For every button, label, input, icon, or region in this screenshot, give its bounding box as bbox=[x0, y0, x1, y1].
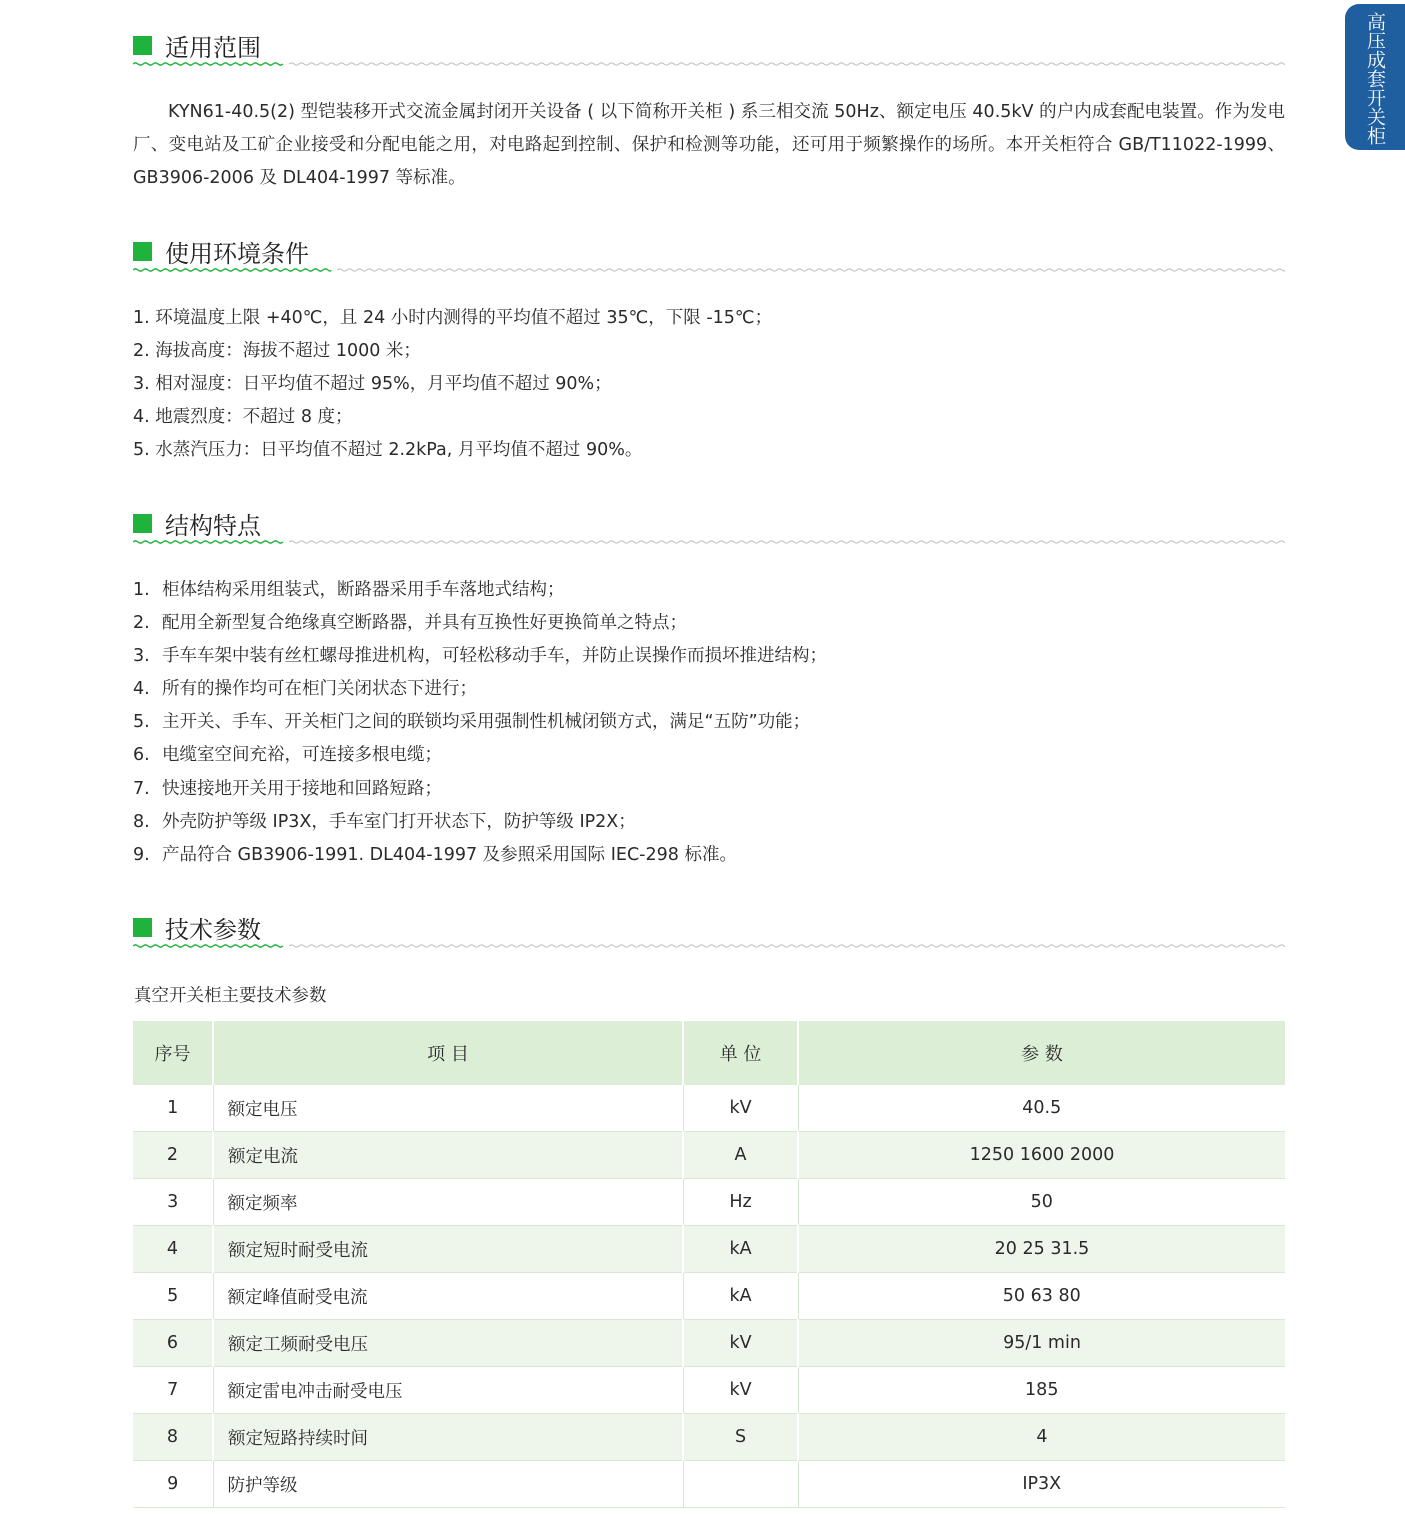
category-tab[interactable] bbox=[1345, 4, 1405, 150]
wavy-divider bbox=[133, 58, 1285, 70]
item-text: 手车车架中装有丝杠螺母推进机构，可轻松移动手车，并防止误操作而损坏推进结构； bbox=[162, 646, 827, 667]
cell-no: 6 bbox=[133, 1320, 213, 1367]
list-item bbox=[133, 706, 827, 739]
item-number: 3. bbox=[133, 646, 150, 667]
item-number: 7. bbox=[133, 778, 150, 799]
wavy-divider bbox=[133, 536, 1285, 548]
item-number: 6. bbox=[133, 745, 150, 766]
wavy-divider bbox=[133, 940, 1285, 952]
item-text: 外壳防护等级 IP3X，手车室门打开状态下，防护等级 IP2X； bbox=[162, 811, 636, 832]
cell-no: 2 bbox=[133, 1132, 213, 1179]
list-item: 3. 相对湿度：日平均值不超过 95%，月平均值不超过 90%； bbox=[133, 374, 612, 394]
list-item: 4. 地震烈度：不超过 8 度； bbox=[133, 407, 353, 427]
item-text: 快速接地开关用于接地和回路短路； bbox=[162, 778, 442, 799]
table-row bbox=[133, 1461, 1285, 1508]
item-text: 电缆室空间充裕，可连接多根电缆； bbox=[162, 745, 442, 766]
cell-item: 额定频率 bbox=[213, 1179, 683, 1226]
header-unit: 单 位 bbox=[683, 1021, 798, 1085]
square-bullet-icon bbox=[133, 918, 152, 937]
list-item bbox=[133, 739, 827, 772]
cell-value: 95/1 min bbox=[798, 1320, 1285, 1367]
cell-item: 额定工频耐受电压 bbox=[213, 1320, 683, 1367]
item-number: 2. bbox=[133, 613, 150, 634]
section-header-structure bbox=[133, 504, 1285, 546]
item-text: 配用全新型复合绝缘真空断路器，并具有互换性好更换简单之特点； bbox=[162, 613, 687, 634]
cell-item: 防护等级 bbox=[213, 1461, 683, 1508]
cell-value: 1250 1600 2000 bbox=[798, 1132, 1285, 1179]
table-row bbox=[133, 1414, 1285, 1461]
cell-value: 4 bbox=[798, 1414, 1285, 1461]
cell-unit bbox=[683, 1461, 798, 1508]
cell-unit: S bbox=[683, 1414, 798, 1461]
table-row bbox=[133, 1320, 1285, 1367]
cell-value: 40.5 bbox=[798, 1085, 1285, 1132]
cell-value: 20 25 31.5 bbox=[798, 1226, 1285, 1273]
list-item: 5. 水蒸汽压力：日平均值不超过 2.2kPa, 月平均值不超过 90%。 bbox=[133, 440, 643, 460]
cell-no: 4 bbox=[133, 1226, 213, 1273]
list-item: 2. 海拔高度：海拔不超过 1000 米； bbox=[133, 341, 421, 361]
header-no: 序号 bbox=[133, 1021, 213, 1085]
cell-unit: kA bbox=[683, 1273, 798, 1320]
item-text: 柜体结构采用组装式，断路器采用手车落地式结构； bbox=[162, 580, 565, 600]
wavy-divider bbox=[133, 264, 1285, 276]
cell-unit: kA bbox=[683, 1226, 798, 1273]
table-row bbox=[133, 1226, 1285, 1273]
section-title: 结构特点 bbox=[165, 512, 261, 540]
list-item bbox=[133, 806, 827, 839]
section-title: 适用范围 bbox=[165, 34, 261, 62]
list-item bbox=[133, 773, 827, 806]
section-title: 技术参数 bbox=[165, 916, 261, 944]
cell-value: IP3X bbox=[798, 1461, 1285, 1508]
cell-item: 额定短路持续时间 bbox=[213, 1414, 683, 1461]
list-item: 1. 环境温度上限 +40℃，且 24 小时内测得的平均值不超过 35℃，下限 -15℃； bbox=[133, 308, 773, 328]
table-row bbox=[133, 1273, 1285, 1320]
cell-item: 额定峰值耐受电流 bbox=[213, 1273, 683, 1320]
cell-no: 5 bbox=[133, 1273, 213, 1320]
table-caption: 真空开关柜主要技术参数 bbox=[134, 986, 327, 1006]
cell-item: 额定电流 bbox=[213, 1132, 683, 1179]
item-number: 4. bbox=[133, 679, 150, 700]
square-bullet-icon bbox=[133, 242, 152, 261]
cell-unit: A bbox=[683, 1132, 798, 1179]
item-number: 1. bbox=[133, 580, 150, 600]
cell-no: 7 bbox=[133, 1367, 213, 1414]
cell-value: 50 63 80 bbox=[798, 1273, 1285, 1320]
cell-unit: Hz bbox=[683, 1179, 798, 1226]
cell-item: 额定电压 bbox=[213, 1085, 683, 1132]
square-bullet-icon bbox=[133, 514, 152, 533]
cell-value: 50 bbox=[798, 1179, 1285, 1226]
item-number: 8. bbox=[133, 811, 150, 832]
structure-list bbox=[133, 574, 827, 872]
cell-unit: kV bbox=[683, 1320, 798, 1367]
table-row bbox=[133, 1132, 1285, 1179]
header-item: 项 目 bbox=[213, 1021, 683, 1085]
cell-no: 9 bbox=[133, 1461, 213, 1508]
tech-params-table bbox=[133, 1021, 1285, 1508]
cell-no: 3 bbox=[133, 1179, 213, 1226]
item-number: 9. bbox=[133, 844, 150, 865]
table-row bbox=[133, 1179, 1285, 1226]
cell-item: 额定短时耐受电流 bbox=[213, 1226, 683, 1273]
section-title: 使用环境条件 bbox=[165, 240, 309, 268]
category-tab-label: 高压成套开关柜 bbox=[1364, 12, 1386, 145]
scope-paragraph: KYN61-40.5(2) 型铠装移开式交流金属封闭开关设备 ( 以下简称开关柜 ) 系三相交流 50Hz、额定电压 40.5kV 的户内成套配电装置。作为发电厂、变电站及工矿企业接受和分配电能之用，对电路起到控制、保护和检测等功能，还可用于频繁操作的场所。本开关柜符合 GB/T11022-1999、GB3906-2006 及 DL404-1997 等标准。 bbox=[133, 102, 1285, 188]
item-text: 主开关、手车、开关柜门之间的联锁均采用强制性机械闭锁方式，满足“五防”功能； bbox=[162, 712, 811, 733]
section-header-scope bbox=[133, 26, 1285, 68]
table-header-row bbox=[133, 1021, 1285, 1085]
cell-unit: kV bbox=[683, 1085, 798, 1132]
section-header-tech bbox=[133, 908, 1285, 950]
cell-no: 1 bbox=[133, 1085, 213, 1132]
list-item bbox=[133, 574, 827, 607]
item-text: 所有的操作均可在柜门关闭状态下进行； bbox=[162, 679, 477, 700]
list-item bbox=[133, 640, 827, 673]
cell-no: 8 bbox=[133, 1414, 213, 1461]
list-item bbox=[133, 673, 827, 706]
item-text: 产品符合 GB3906-1991. DL404-1997 及参照采用国际 IEC-298 标准。 bbox=[162, 844, 737, 865]
cell-item: 额定雷电冲击耐受电压 bbox=[213, 1367, 683, 1414]
square-bullet-icon bbox=[133, 36, 152, 55]
cell-unit: kV bbox=[683, 1367, 798, 1414]
table-row bbox=[133, 1085, 1285, 1132]
table-row bbox=[133, 1367, 1285, 1414]
header-value: 参 数 bbox=[798, 1021, 1285, 1085]
section-header-environment bbox=[133, 232, 1285, 274]
item-number: 5. bbox=[133, 712, 150, 733]
environment-list bbox=[133, 302, 772, 467]
cell-value: 185 bbox=[798, 1367, 1285, 1414]
list-item bbox=[133, 607, 827, 640]
list-item bbox=[133, 839, 827, 872]
